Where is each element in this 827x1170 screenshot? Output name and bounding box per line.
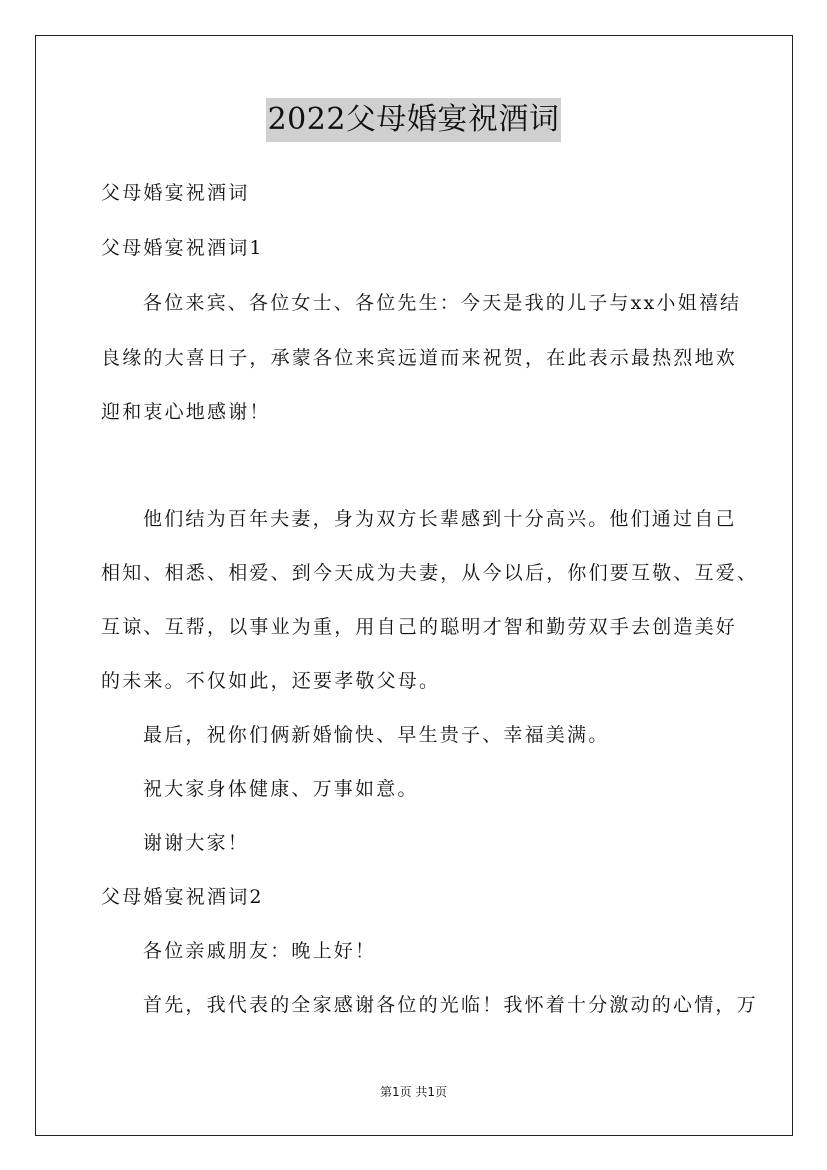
paragraph-line: 最后，祝你们俩新婚愉快、早生贵子、幸福美满。 bbox=[143, 724, 610, 746]
page-footer: 第1页 共1页 bbox=[379, 1085, 448, 1099]
paragraph-line: 相知、相悉、相爱、到今天成为夫妻，从今以后，你们要互敬、互爱、 bbox=[101, 562, 759, 584]
paragraph-line: 各位来宾、各位女士、各位先生：今天是我的儿子与xx小姐禧结 bbox=[143, 292, 742, 314]
paragraph-line: 祝大家身体健康、万事如意。 bbox=[143, 778, 419, 800]
subsection-heading-1: 父母婚宴祝酒词1 bbox=[101, 237, 264, 259]
paragraph-line: 的未来。不仅如此，还要孝敬父母。 bbox=[101, 670, 441, 692]
title-container bbox=[0, 98, 827, 142]
document-title: 2022父母婚宴祝酒词 bbox=[266, 98, 562, 142]
paragraph-line: 各位亲戚朋友：晚上好！ bbox=[143, 940, 377, 962]
paragraph-line: 良缘的大喜日子，承蒙各位来宾远道而来祝贺，在此表示最热烈地欢 bbox=[101, 347, 738, 369]
subsection-heading-2: 父母婚宴祝酒词2 bbox=[101, 886, 264, 908]
paragraph-line: 谢谢大家！ bbox=[143, 832, 250, 854]
paragraph-line: 互谅、互帮，以事业为重，用自己的聪明才智和勤劳双手去创造美好 bbox=[101, 616, 738, 638]
section-heading: 父母婚宴祝酒词 bbox=[101, 182, 250, 204]
paragraph-line: 迎和衷心地感谢！ bbox=[101, 401, 271, 423]
paragraph-line: 首先，我代表的全家感谢各位的光临！我怀着十分激动的心情，万 bbox=[143, 994, 758, 1016]
paragraph-line: 他们结为百年夫妻，身为双方长辈感到十分高兴。他们通过自己 bbox=[143, 508, 737, 530]
